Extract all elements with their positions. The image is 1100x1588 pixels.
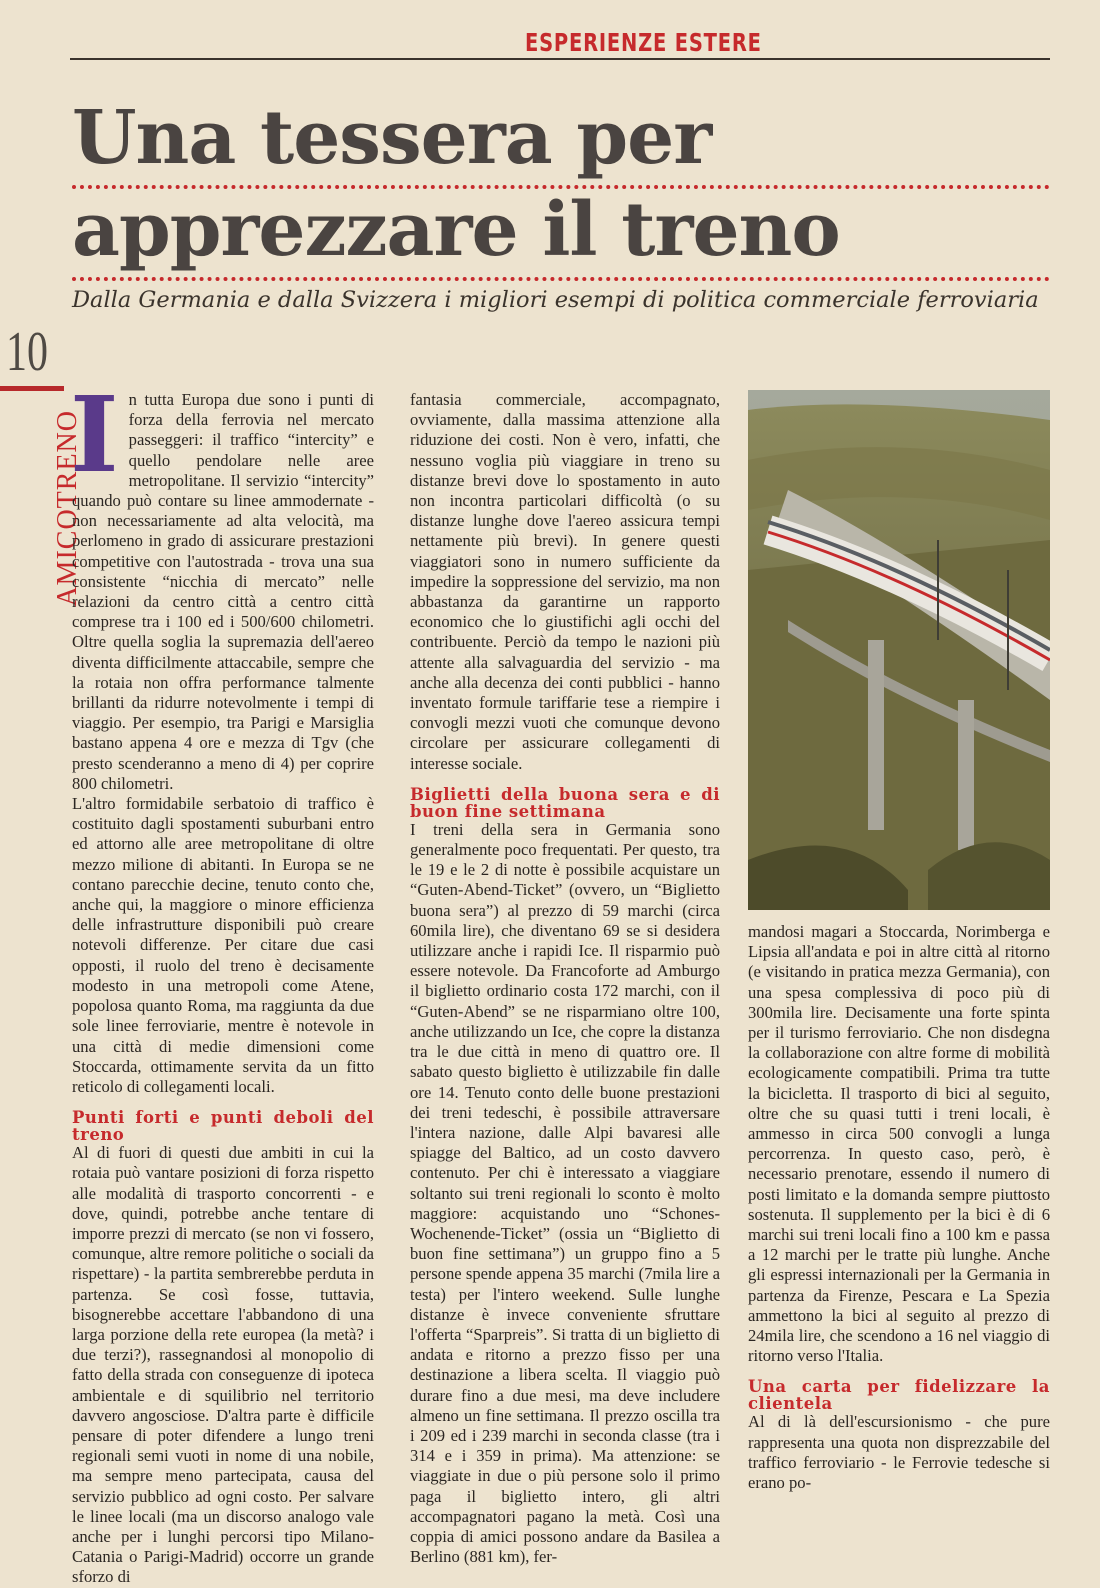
section-heading: Biglietti della buona sera e di buon fine settimana bbox=[410, 784, 720, 821]
train-photo-icon bbox=[748, 390, 1050, 910]
section-heading: Una carta per fidelizzare la clientela bbox=[748, 1377, 1050, 1414]
article-column-1 bbox=[70, 373, 374, 1588]
paragraph-text: n tutta Europa due sono i punti di forza della ferrovia nel mercato passeggeri: il traffico “intercity” e quello pendolare nelle aree metropolitane. Il servizio “intercity” quando può contare su linee ammodernate - non necessariamente ad alta velocità, ma perlomeno in grado di assicurare prestazioni competitive con l'autostrada - trova una sua consistente “nicchia di mercato” nelle relazioni da centro città a centro città comprese tra i 100 ed i 500/600 chilometri. Oltre quella soglia la supremazia dell'aereo diventa difficilmente attaccabile, sempre che la rotaia non offra performance talmente brillanti da ridurre notevolmente i tempi di viaggio. Per esempio, tra Parigi e Marsiglia bastano appena 4 ore e mezza di Tgv (che presto scenderanno a meno di 4) per coprire 800 chilometri. bbox=[72, 390, 374, 793]
dotted-divider bbox=[72, 277, 1050, 281]
drop-cap: I bbox=[70, 373, 119, 496]
headline-line-2: apprezzare il treno bbox=[72, 187, 840, 273]
paragraph: Al di fuori di questi due ambiti in cui la rotaia può vantare posizioni di forza rispetto alle modalità di trasporto concorrenti - e dove, quindi, potrebbe anche tentare di imporre prezzi di mercato (se non vi fossero, comunque, altre remore politiche o sociali da rispettare) - la partita sembrerebbe perduta in partenza. Se così fosse, tuttavia, bisognerebbe accettare l'abbandono di una larga porzione della rete europea (la metà? i due terzi?), rassegnandosi al monopolio di fatto della strada con conseguenze di ipoteca ambientale e di squilibrio nel territorio davvero angosciose. D'altra parte è difficile pensare di poter difendere a lungo treni regionali semi vuoti in nome di una nobile, ma sempre meno partecipata, causa del servizio pubblico ad ogni costo. Per salvare le linee locali (ma un discorso analogo vale anche per i lunghi percorsi tipo Milano-Catania o Parigi-Madrid) occorre un grande sforzo di bbox=[72, 1143, 374, 1587]
section-heading: Punti forti e punti deboli del treno bbox=[72, 1108, 374, 1145]
side-rule bbox=[0, 386, 64, 391]
rubric-label: ESPERIENZE ESTERE bbox=[525, 28, 762, 57]
paragraph: Al di là dell'escursionismo - che pure rappresenta una quota non disprezzabile del traffico ferroviario - le Ferrovie tedesche si erano po- bbox=[748, 1412, 1050, 1493]
section-rubric bbox=[70, 22, 1050, 60]
magazine-section-label: AMICOTRENO bbox=[52, 410, 83, 607]
page-number: 10 bbox=[6, 321, 48, 383]
paragraph: I treni della sera in Germania sono generalmente poco frequentati. Per questo, tra le 19 e le 2 di notte è possibile acquistare un “Guten-Abend-Ticket” (ovvero, un “Biglietto buona sera”) al prezzo di 59 marchi (circa 60mila lire), che diventano 69 se si desidera utilizzare anche i rapidi Ice. Il risparmio può essere notevole. Da Francoforte ad Amburgo il biglietto ordinario costa 172 marchi, con il “Guten-Abend” se ne risparmiano oltre 100, anche utilizzando un Ice, che copre la distanza tra le due città in meno di quattro ore. Il sabato questo biglietto è utilizzabile fin dalle ore 14. Tenuto conto delle buone prestazioni dei treni tedeschi, è possibile attraversare l'intera nazione, dalle Alpi bavaresi alle spiagge del Baltico, ad un costo davvero contenuto. Per chi è interessato a viaggiare soltanto sui treni regionali lo sconto è molto maggiore: acquistando uno “Schones-Wochenende-Ticket” (ossia un “Biglietto di buon fine settimana”) un gruppo fino a 5 persone spende appena 35 marchi (7mila lire a testa) per l'intero weekend. Sulle lunghe distanze è invece conveniente sfruttare l'offerta “Sparpreis”. Si tratta di un biglietto di andata e ritorno a prezzo fisso per una destinazione a libera scelta. Il viaggio può durare fino a due mesi, ma deve includere almeno un fine settimana. Il prezzo oscilla tra i 209 ed i 239 marchi in seconda classe (tra i 314 e i 359 in prima). Ma attenzione: se viaggiate in due o più persone solo il primo paga il biglietto intero, gli altri accompagnatori pagano la metà. Così una coppia di amici possono andare da Basilea a Berlino (881 km), fer- bbox=[410, 819, 720, 1567]
train-illustration bbox=[748, 390, 1050, 910]
article-column-3 bbox=[748, 922, 1050, 1493]
subtitle: Dalla Germania e dalla Svizzera i migliori esempi di politica commerciale ferroviaria bbox=[72, 287, 1039, 313]
article-column-2 bbox=[410, 390, 720, 1567]
paragraph: mandosi magari a Stoccarda, Norimberga e Lipsia all'andata e poi in altre città al ritorno (e visitando in pratica mezza Germania), con una spesa complessiva di poco più di 300mila lire. Decisamente una forte spinta per il turismo ferroviario. Che non disdegna la collaborazione con altre forme di mobilità ecologicamente compatibili. Prima tra tutte la bicicletta. Il trasporto di bici al seguito, oltre che su quasi tutti i treni locali, è ammesso in circa 500 convogli a lunga percorrenza. In questo caso, però, è necessario prenotare, essendo il numero di posti limitato e la domanda sempre piuttosto sostenuta. Il supplemento per la bici è di 6 marchi sui treni locali fino a 100 km e passa a 12 marchi per le tratte più lunghe. Anche gli espressi internazionali per la Germania in partenza da Firenze, Pescara e La Spezia ammettono la bici al seguito al prezzo di 24mila lire, che scendono a 16 nel viaggio di ritorno verso l'Italia. bbox=[748, 922, 1050, 1366]
paragraph bbox=[70, 373, 374, 794]
paragraph: L'altro formidabile serbatoio di traffico è costituito dagli spostamenti suburbani entro ed attorno alle aree metropolitane di oltre mezzo milione di abitanti. In Europa se ne contano parecchie decine, tenuto conto che, anche qui, la maggiore o minore efficienza delle infrastrutture disponibili può creare notevoli differenze. Per citare due casi opposti, il ruolo del treno è decisamente modesto in una metropoli come Atene, popolosa quanto Roma, ma raggiunta da due sole linee ferroviarie, mentre è notevole in una città di medie dimensioni come Stoccarda, ottimamente servita da un fitto reticolo di collegamenti locali. bbox=[72, 794, 374, 1096]
headline-line-1: Una tessera per bbox=[72, 95, 712, 181]
paragraph: fantasia commerciale, accompagnato, ovviamente, dalla massima attenzione alla riduzione dei costi. Non è vero, infatti, che nessuno voglia più viaggiare in treno su distanze brevi dove lo spostamento in auto non incontra particolari difficoltà (o su distanze lunghe dove l'aereo assicura tempi nettamente più brevi). In genere questi viaggiatori sono in numero sufficiente da impedire la soppressione del servizio, ma non abbastanza da garantirne un rapporto economico che lo giustifichi agli occhi del contribuente. Perciò da tempo le nazioni più attente alla salvaguardia del servizio - ma anche alla decenza dei conti pubblici - hanno inventato formule tariffarie tese a riempire i convogli mezzi vuoti che comunque devono circolare per assicurare collegamenti di interesse sociale. bbox=[410, 390, 720, 773]
